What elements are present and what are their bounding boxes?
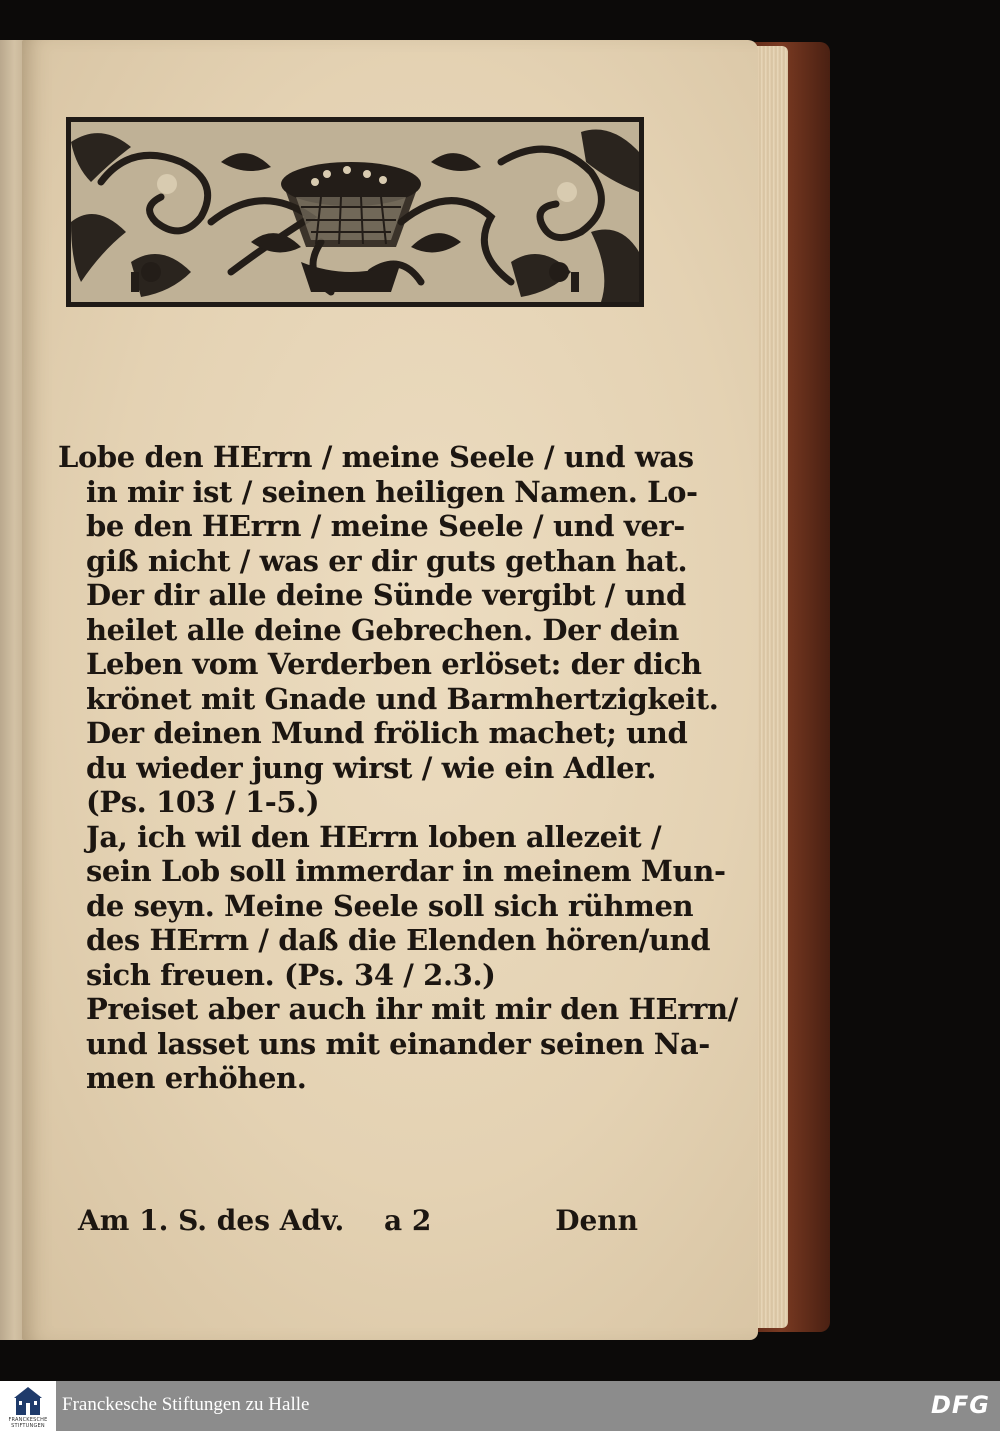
- text-line: Leben vom Verderben erlöset: der dich: [86, 647, 702, 681]
- institution-logo[interactable]: [0, 1381, 56, 1431]
- facing-page-edge: [0, 40, 24, 1340]
- text-line: be den HErrn / meine Seele / und ver-: [86, 509, 685, 543]
- running-title: Am 1. S. des Adv.: [78, 1204, 345, 1237]
- text-line: Der deinen Mund frölich machet; und: [86, 716, 688, 750]
- text-line: sich freuen. (Ps. 34 / 2.3.): [86, 957, 496, 992]
- text-line: de seyn. Meine Seele soll sich rühmen: [86, 888, 694, 923]
- institution-banner: [0, 1381, 1000, 1431]
- text-line: du wieder jung wirst / wie ein Adler.: [86, 750, 657, 785]
- text-line: in mir ist / seinen heiligen Namen. Lo-: [86, 474, 698, 509]
- text-line: krönet mit Gnade und Barmhertzigkeit.: [86, 681, 719, 716]
- dfg-logo[interactable]: DFG: [930, 1391, 990, 1419]
- text-line: giß nicht / was er dir guts gethan hat.: [86, 543, 688, 578]
- text-line: Lobe den HErrn / meine Seele / und was: [58, 440, 694, 474]
- text-line: heilet alle deine Gebrechen. Der dein: [86, 612, 679, 647]
- psalm-text-block: [58, 440, 738, 1096]
- text-line: des HErrn / daß die Elenden hören/und: [86, 923, 711, 957]
- text-line: sein Lob soll immerdar in meinem Mun-: [86, 854, 726, 888]
- page-footer: [78, 1204, 638, 1244]
- institution-name[interactable]: Franckesche Stiftungen zu Halle: [62, 1394, 310, 1415]
- catchword: Denn: [555, 1204, 638, 1237]
- text-line: Der dir alle deine Sünde vergibt / und: [86, 578, 686, 612]
- text-line: Ja, ich wil den HErrn loben allezeit /: [86, 819, 662, 854]
- signature-mark: a 2: [384, 1204, 432, 1237]
- orphanage-building-logo-icon: [14, 1385, 42, 1417]
- floral-woodcut-ornament-icon: [66, 117, 644, 307]
- text-line: und lasset uns mit einander seinen Na-: [86, 1026, 710, 1061]
- text-line: Preiset aber auch ihr mit mir den HErrn/: [86, 992, 738, 1026]
- logo-caption: FRANCKESCHE STIFTUNGEN: [8, 1417, 48, 1429]
- text-line: men erhöhen.: [86, 1061, 307, 1095]
- text-line: (Ps. 103 / 1-5.): [86, 785, 320, 819]
